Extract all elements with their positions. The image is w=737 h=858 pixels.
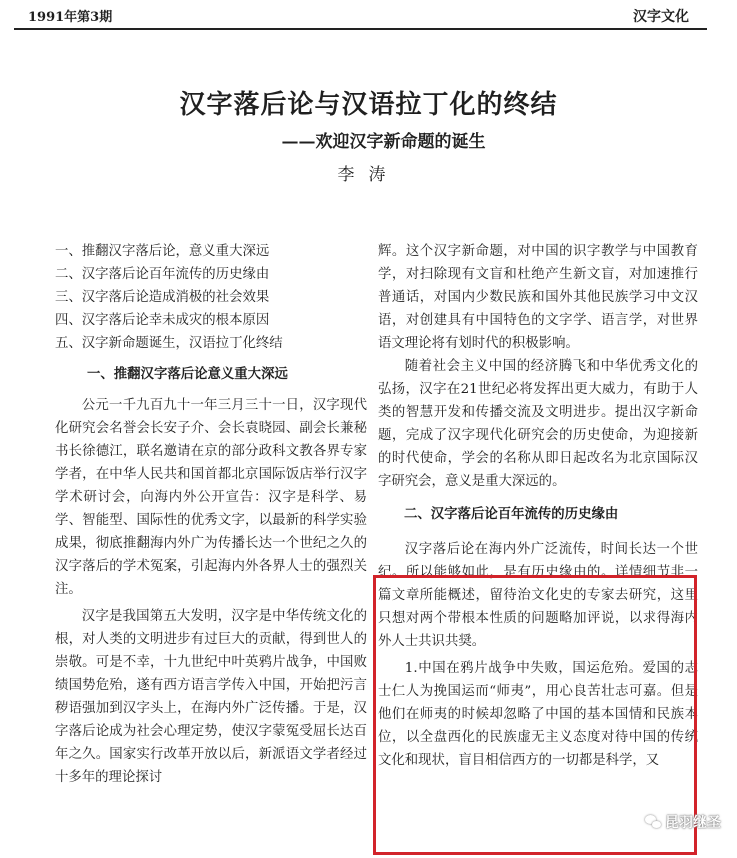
body-paragraph: 随着社会主义中国的经济腾飞和中华优秀文化的弘扬，汉字在21世纪必将发挥出更大威力，有助于人类的智慧开发和传播交流及文明进步。提出汉字新命题，完成了汉字现代化研究会的历史使命，为迎接新的时代使命，学会的名称从即日起改名为北京国际汉字研究会，意义是重大深远的。 <box>378 359 698 489</box>
table-of-contents <box>55 240 367 355</box>
section-1-heading: 一、推翻汉字落后论意义重大深远 <box>87 366 288 382</box>
page-header <box>28 6 689 28</box>
header-rule <box>14 28 707 30</box>
article-title: 汉字落后论与汉语拉丁化的终结 <box>179 90 558 120</box>
watermark <box>645 812 721 832</box>
section-1-paragraph: 汉字是我国第五大发明，汉字是中华传统文化的根，对人类的文明进步有过巨大的贡献，得到世人的崇敬。可是不幸，十九世纪中叶英鸦片战争，中国败绩国势危殆，遂有西方语言学传入中国，开始把污言秽语强加到汉字头上，在海内外广泛传播。于是，汉字落后论成为社会心理定势，使汉字蒙冤受屈长达百年之久。国家实行改革开放以后，新派语文学者经过十多年的理论探讨 <box>55 609 367 785</box>
section-2-paragraph: 1.中国在鸦片战争中失败，国运危殆。爱国的志士仁人为挽国运而“师夷”，用心良苦壮志可嘉。但是他们在师夷的时候却忽略了中国的基本国情和民族本位，以全盘西化的民族虚无主义态度对待中国的传统文化和现状，盲目相信西方的一切都是科学，又 <box>378 661 698 768</box>
continued-paragraph: 辉。这个汉字新命题，对中国的识字教学与中国教育学，对扫除现有文盲和杜绝产生新文盲，对加速推行普通话，对国内少数民族和国外其他民族学习中文汉语，对创建具有中国特色的文字学、语言学，对世界语文理论将有划时代的积极影响。 <box>378 244 698 351</box>
journal-name: 汉字文化 <box>633 9 689 25</box>
section-2-heading: 二、汉字落后论百年流传的历史缘由 <box>404 506 619 522</box>
article-author: 李涛 <box>337 165 400 185</box>
toc-item: 二、汉字落后论百年流传的历史缘由 <box>55 267 270 282</box>
article-subtitle: ——欢迎汉字新命题的诞生 <box>281 132 486 152</box>
issue-label: 1991年第3期 <box>28 10 113 25</box>
watermark-text: 昆羽继圣 <box>665 815 721 831</box>
toc-item: 一、推翻汉字落后论，意义重大深远 <box>55 244 270 259</box>
left-column <box>55 240 367 789</box>
toc-item: 五、汉字新命题诞生，汉语拉丁化终结 <box>55 336 283 351</box>
toc-item: 三、汉字落后论造成消极的社会效果 <box>55 290 270 305</box>
toc-item: 四、汉字落后论幸未成灾的根本原因 <box>55 313 270 328</box>
section-1-paragraph: 公元一千九百九十一年三月三十一日，汉字现代化研究会名誉会长安子介、会长袁晓园、副会长兼秘书长徐德江，联名邀请在京的部分政科文教各界专家学者，在中华人民共和国首都北京国际饭店举行汉字学术研讨会，向海内外公开宣告：汉字是科学、易学、智能型、国际性的优秀文字，以最新的科学实验成果，彻底推翻海内外广为传播长达一个世纪之久的汉字落后的学术冤案，引起海内外各界人士的强烈关注。 <box>55 398 367 597</box>
section-2-paragraph: 汉字落后论在海内外广泛流传，时间长达一个世纪。所以能够如此，是有历史缘由的。详情细节非一篇文章所能概述，留待治文化史的专家去研究，这里只想对两个带根本性质的问题略加评说，以求得海内外人士共识共奨。 <box>378 542 698 649</box>
wechat-icon <box>645 815 661 829</box>
